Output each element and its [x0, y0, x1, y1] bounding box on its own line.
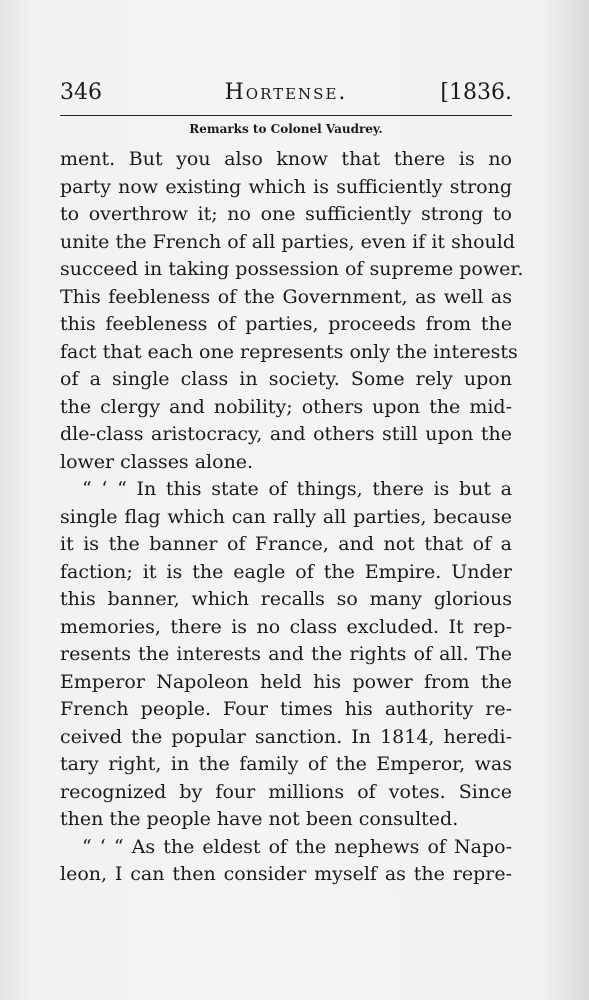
text-line: succeed in taking possession of supreme power. — [60, 258, 524, 280]
text-line: fact that each one represents only the interests — [60, 340, 518, 363]
book-title: Hortense. — [224, 80, 348, 105]
text-line: the clergy and nobility; others upon the mid- — [60, 395, 512, 418]
text-line: This feebleness of the Government, as well as — [60, 285, 512, 308]
text-line: resents the interests and the rights of all. The — [60, 643, 512, 665]
text-line: leon, I can then consider myself as the repre- — [60, 863, 512, 885]
text-line: it is the banner of France, and not that of a — [60, 533, 512, 555]
running-head — [60, 78, 512, 108]
text-line: party now existing which is sufficiently strong — [60, 175, 512, 198]
text-line: dle-class aristocracy, and others still upon the — [60, 423, 512, 445]
text-line: “ ‘ “ In this state of things, there is but a — [82, 478, 512, 500]
header-rule — [60, 115, 512, 116]
text-line: single flag which can rally all parties, because — [60, 505, 512, 528]
text-line: to overthrow it; no one sufficiently strong to — [60, 203, 512, 225]
header-year: [1836. — [440, 80, 512, 105]
text-line: this banner, which recalls so many glorious — [60, 588, 512, 610]
text-line: this feebleness of parties, proceeds from the — [60, 313, 512, 335]
text-line: memories, there is no class excluded. It rep- — [60, 615, 512, 638]
text-line: of a single class in society. Some rely upon — [60, 368, 512, 390]
text-line: French people. Four times his authority re- — [60, 698, 512, 720]
text-line: Emperor Napoleon held his power from the — [60, 670, 512, 693]
text-line: ceived the popular sanction. In 1814, heredi- — [60, 725, 512, 748]
text-line: faction; it is the eagle of the Empire. Under — [60, 560, 512, 583]
text-line: then the people have not been consulted. — [60, 808, 459, 830]
section-heading: Remarks to Colonel Vaudrey. — [189, 122, 383, 136]
text-line: unite the French of all parties, even if it should — [60, 230, 515, 253]
text-line: lower classes alone. — [60, 450, 254, 473]
text-line: recognized by four millions of votes. Since — [60, 780, 512, 803]
body-text — [60, 146, 524, 889]
page-number: 346 — [60, 80, 102, 105]
text-line: “ ‘ “ As the eldest of the nephews of Napo- — [82, 835, 512, 858]
text-line: tary right, in the family of the Emperor, was — [60, 753, 512, 775]
text-line: ment. But you also know that there is no — [60, 148, 512, 170]
